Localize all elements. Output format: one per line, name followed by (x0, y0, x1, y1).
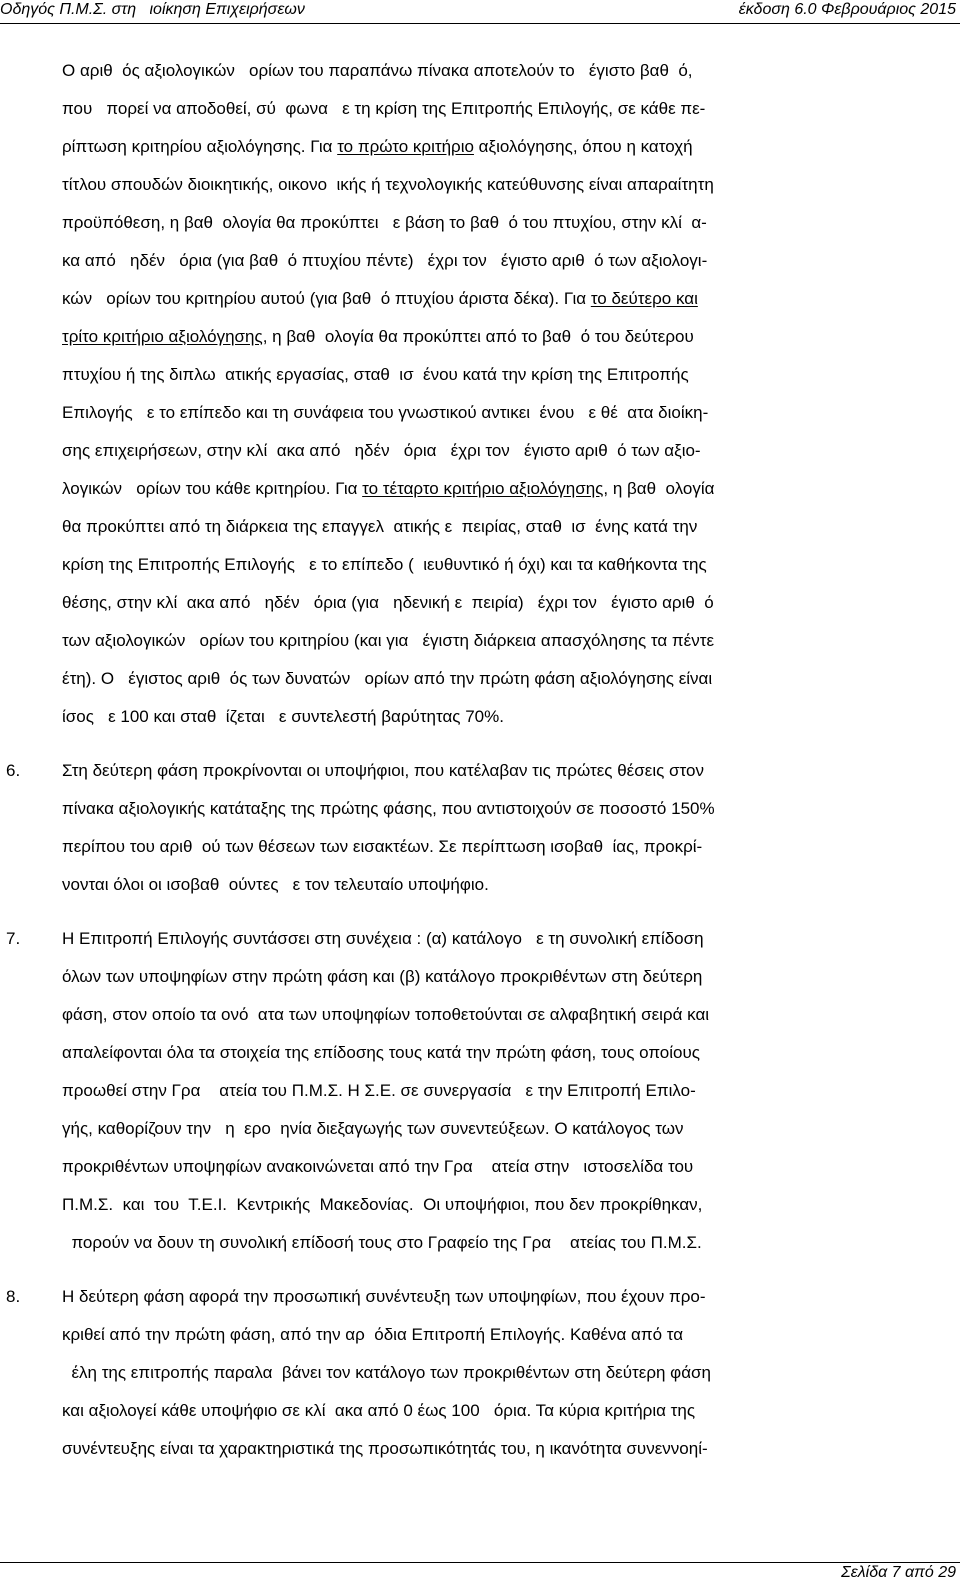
list-number: 8. (6, 1287, 21, 1306)
document-title: Οδηγός Π.Μ.Σ. στη ιοίκηση Επιχειρήσεων (0, 1, 305, 18)
text-line: συνέντευξης είναι τα χαρακτηριστικά της προσωπικότητάς του, η ικανότητα συνεννοηί- (62, 1439, 708, 1458)
text-line: κρίση της Επιτροπής Επιλογής ε το επίπεδο ( ιευθυντικό ή όχι) και τα καθήκοντα της (62, 555, 707, 574)
text-line: που πορεί να αποδοθεί, σύ φωνα ε τη κρίση της Επιτροπής Επιλογής, σε κάθε πε- (62, 99, 706, 118)
text-line: Π.Μ.Σ. και του Τ.Ε.Ι. Κεντρικής Μακεδονίας. Οι υποψήφιοι, που δεν προκρίθηκαν, (62, 1195, 703, 1214)
header-divider (0, 23, 960, 24)
list-item-7 (0, 920, 960, 1262)
text-line: τρίτο κριτήριο αξιολόγησης, η βαθ ολογία θα προκύπτει από το βαθ ό του δεύτερου (62, 327, 694, 346)
text-line: έλη της επιτροπής παραλα βάνει τον κατάλογο των προκριθέντων στη δεύτερη φάση (62, 1363, 711, 1382)
text-line: των αξιολογικών ορίων του κριτηρίου (και για έγιστη διάρκεια απασχόλησης τα πέντε (62, 631, 715, 650)
text-line: 8. Η δεύτερη φάση αφορά την προσωπική συνέντευξη των υποψηφίων, που έχουν προ- (0, 1278, 960, 1316)
text-line: ίσος ε 100 και σταθ ίζεται ε συντελεστή βαρύτητας 70%. (62, 707, 504, 726)
text-line: λογικών ορίων του κάθε κριτηρίου. Για το τέταρτο κριτήριο αξιολόγησης, η βαθ ολογία (62, 479, 715, 498)
spacer (0, 1262, 960, 1278)
text-line: Επιλογής ε το επίπεδο και τη συνάφεια του γνωστικού αντικει ένου ε θέ ατα διοίκη- (62, 403, 709, 422)
document-body (0, 52, 960, 1468)
text-line: Ο αριθ ός αξιολογικών ορίων του παραπάνω πίνακα αποτελούν το έγιστο βαθ ό, (62, 61, 693, 80)
text-line: πτυχίου ή της διπλω ατικής εργασίας, σταθ ισ ένου κατά την κρίση της Επιτροπής (62, 365, 689, 384)
footer-divider (0, 1562, 960, 1563)
text-line: όλων των υποψηφίων στην πρώτη φάση και (β) κατάλογο προκριθέντων στη δεύτερη (62, 967, 703, 986)
second-third-criterion-text-cont: τρίτο κριτήριο αξιολόγησης (62, 327, 263, 346)
text-line: έτη). Ο έγιστος αριθ ός των δυνατών ορίων από την πρώτη φάση αξιολόγησης είναι (62, 669, 713, 688)
text-line: κα από ηδέν όρια (για βαθ ό πτυχίου πέντε) έχρι τον έγιστο αριθ ό των αξιολογι- (62, 251, 708, 270)
text-line: θα προκύπτει από τη διάρκεια της επαγγελ ατικής ε πειρίας, σταθ ισ ένης κατά την (62, 517, 698, 536)
second-third-criterion-text: το δεύτερο και (590, 289, 698, 308)
spacer (0, 904, 960, 920)
text-line: και αξιολογεί κάθε υποψήφιο σε κλί ακα από 0 έως 100 όρια. Τα κύρια κριτήρια της (62, 1401, 696, 1420)
text-line: περίπου του αριθ ού των θέσεων των εισακτέων. Σε περίπτωση ισοβαθ ίας, προκρί- (62, 837, 703, 856)
list-number: 6. (6, 761, 21, 780)
text-line: απαλείφονται όλα τα στοιχεία της επίδοσης τους κατά την πρώτη φάση, τους οποίους (62, 1043, 700, 1062)
first-criterion-link: το πρώτο κριτήριο (337, 137, 474, 156)
list-item-8 (0, 1278, 960, 1468)
spacer (0, 736, 960, 752)
list-number: 7. (6, 929, 21, 948)
page-header (0, 0, 960, 22)
text-line: προωθεί στην Γρα ατεία του Π.Μ.Σ. Η Σ.Ε. σε συνεργασία ε την Επιτροπή Επιλο- (62, 1081, 696, 1100)
text-line: νονται όλοι οι ισοβαθ ούντες ε τον τελευταίο υποψήφιο. (62, 875, 489, 894)
text-line: πίνακα αξιολογικής κατάταξης της πρώτης φάσης, που αντιστοιχούν σε ποσοστό 150% (62, 799, 715, 818)
text-line: προϋπόθεση, η βαθ ολογία θα προκύπτει ε βάση το βαθ ό του πτυχίου, στην κλί α- (62, 213, 707, 232)
text-line: πορούν να δουν τη συνολική επίδοσή τους στο Γραφείο της Γρα ατείας του Π.Μ.Σ. (62, 1233, 702, 1252)
text-line: κών ορίων του κριτηρίου αυτού (για βαθ ό πτυχίου άριστα δέκα). Για το δεύτερο και (62, 289, 698, 308)
text-line: κριθεί από την πρώτη φάση, από την αρ όδια Επιτροπή Επιλογής. Καθένα από τα (62, 1325, 693, 1344)
paragraph-evaluation-points (0, 52, 960, 736)
text-line: 7. Η Επιτροπή Επιλογής συντάσσει στη συνέχεια : (α) κατάλογο ε τη συνολική επίδοση (0, 920, 960, 958)
text-line: ρίπτωση κριτηρίου αξιολόγησης. Για το πρώτο κριτήριο αξιολόγησης, όπου η κατοχή (62, 137, 693, 156)
text-line: θέσης, στην κλί ακα από ηδέν όρια (για ηδενική ε πειρία) έχρι τον έγιστο αριθ ό (62, 593, 714, 612)
text-line: γής, καθορίζουν την η ερο ηνία διεξαγωγής των συνεντεύξεων. Ο κατάλογος των (62, 1119, 684, 1138)
fourth-criterion-text: το τέταρτο κριτήριο αξιολόγησης (362, 479, 604, 498)
list-item-6 (0, 752, 960, 904)
text-line: τίτλου σπουδών διοικητικής, οικονο ικής ή τεχνολογικής κατεύθυνσης είναι απαραίτητη (62, 175, 714, 194)
text-line: σης επιχειρήσεων, στην κλί ακα από ηδέν όρια έχρι τον έγιστο αριθ ό των αξιο- (62, 441, 701, 460)
text-line: φάση, στον οποίο τα ονό ατα των υποψηφίων τοποθετούνται σε αλφαβητική σειρά και (62, 1005, 710, 1024)
page-number: Σελίδα 7 από 29 (841, 1564, 956, 1581)
version-label: έκδοση 6.0 Φεβρουάριος 2015 (738, 1, 956, 18)
text-line: προκριθέντων υποψηφίων ανακοινώνεται από την Γρα ατεία στην ιστοσελίδα του (62, 1157, 694, 1176)
text-line: 6. Στη δεύτερη φάση προκρίνονται οι υποψήφιοι, που κατέλαβαν τις πρώτες θέσεις στον (0, 752, 960, 790)
